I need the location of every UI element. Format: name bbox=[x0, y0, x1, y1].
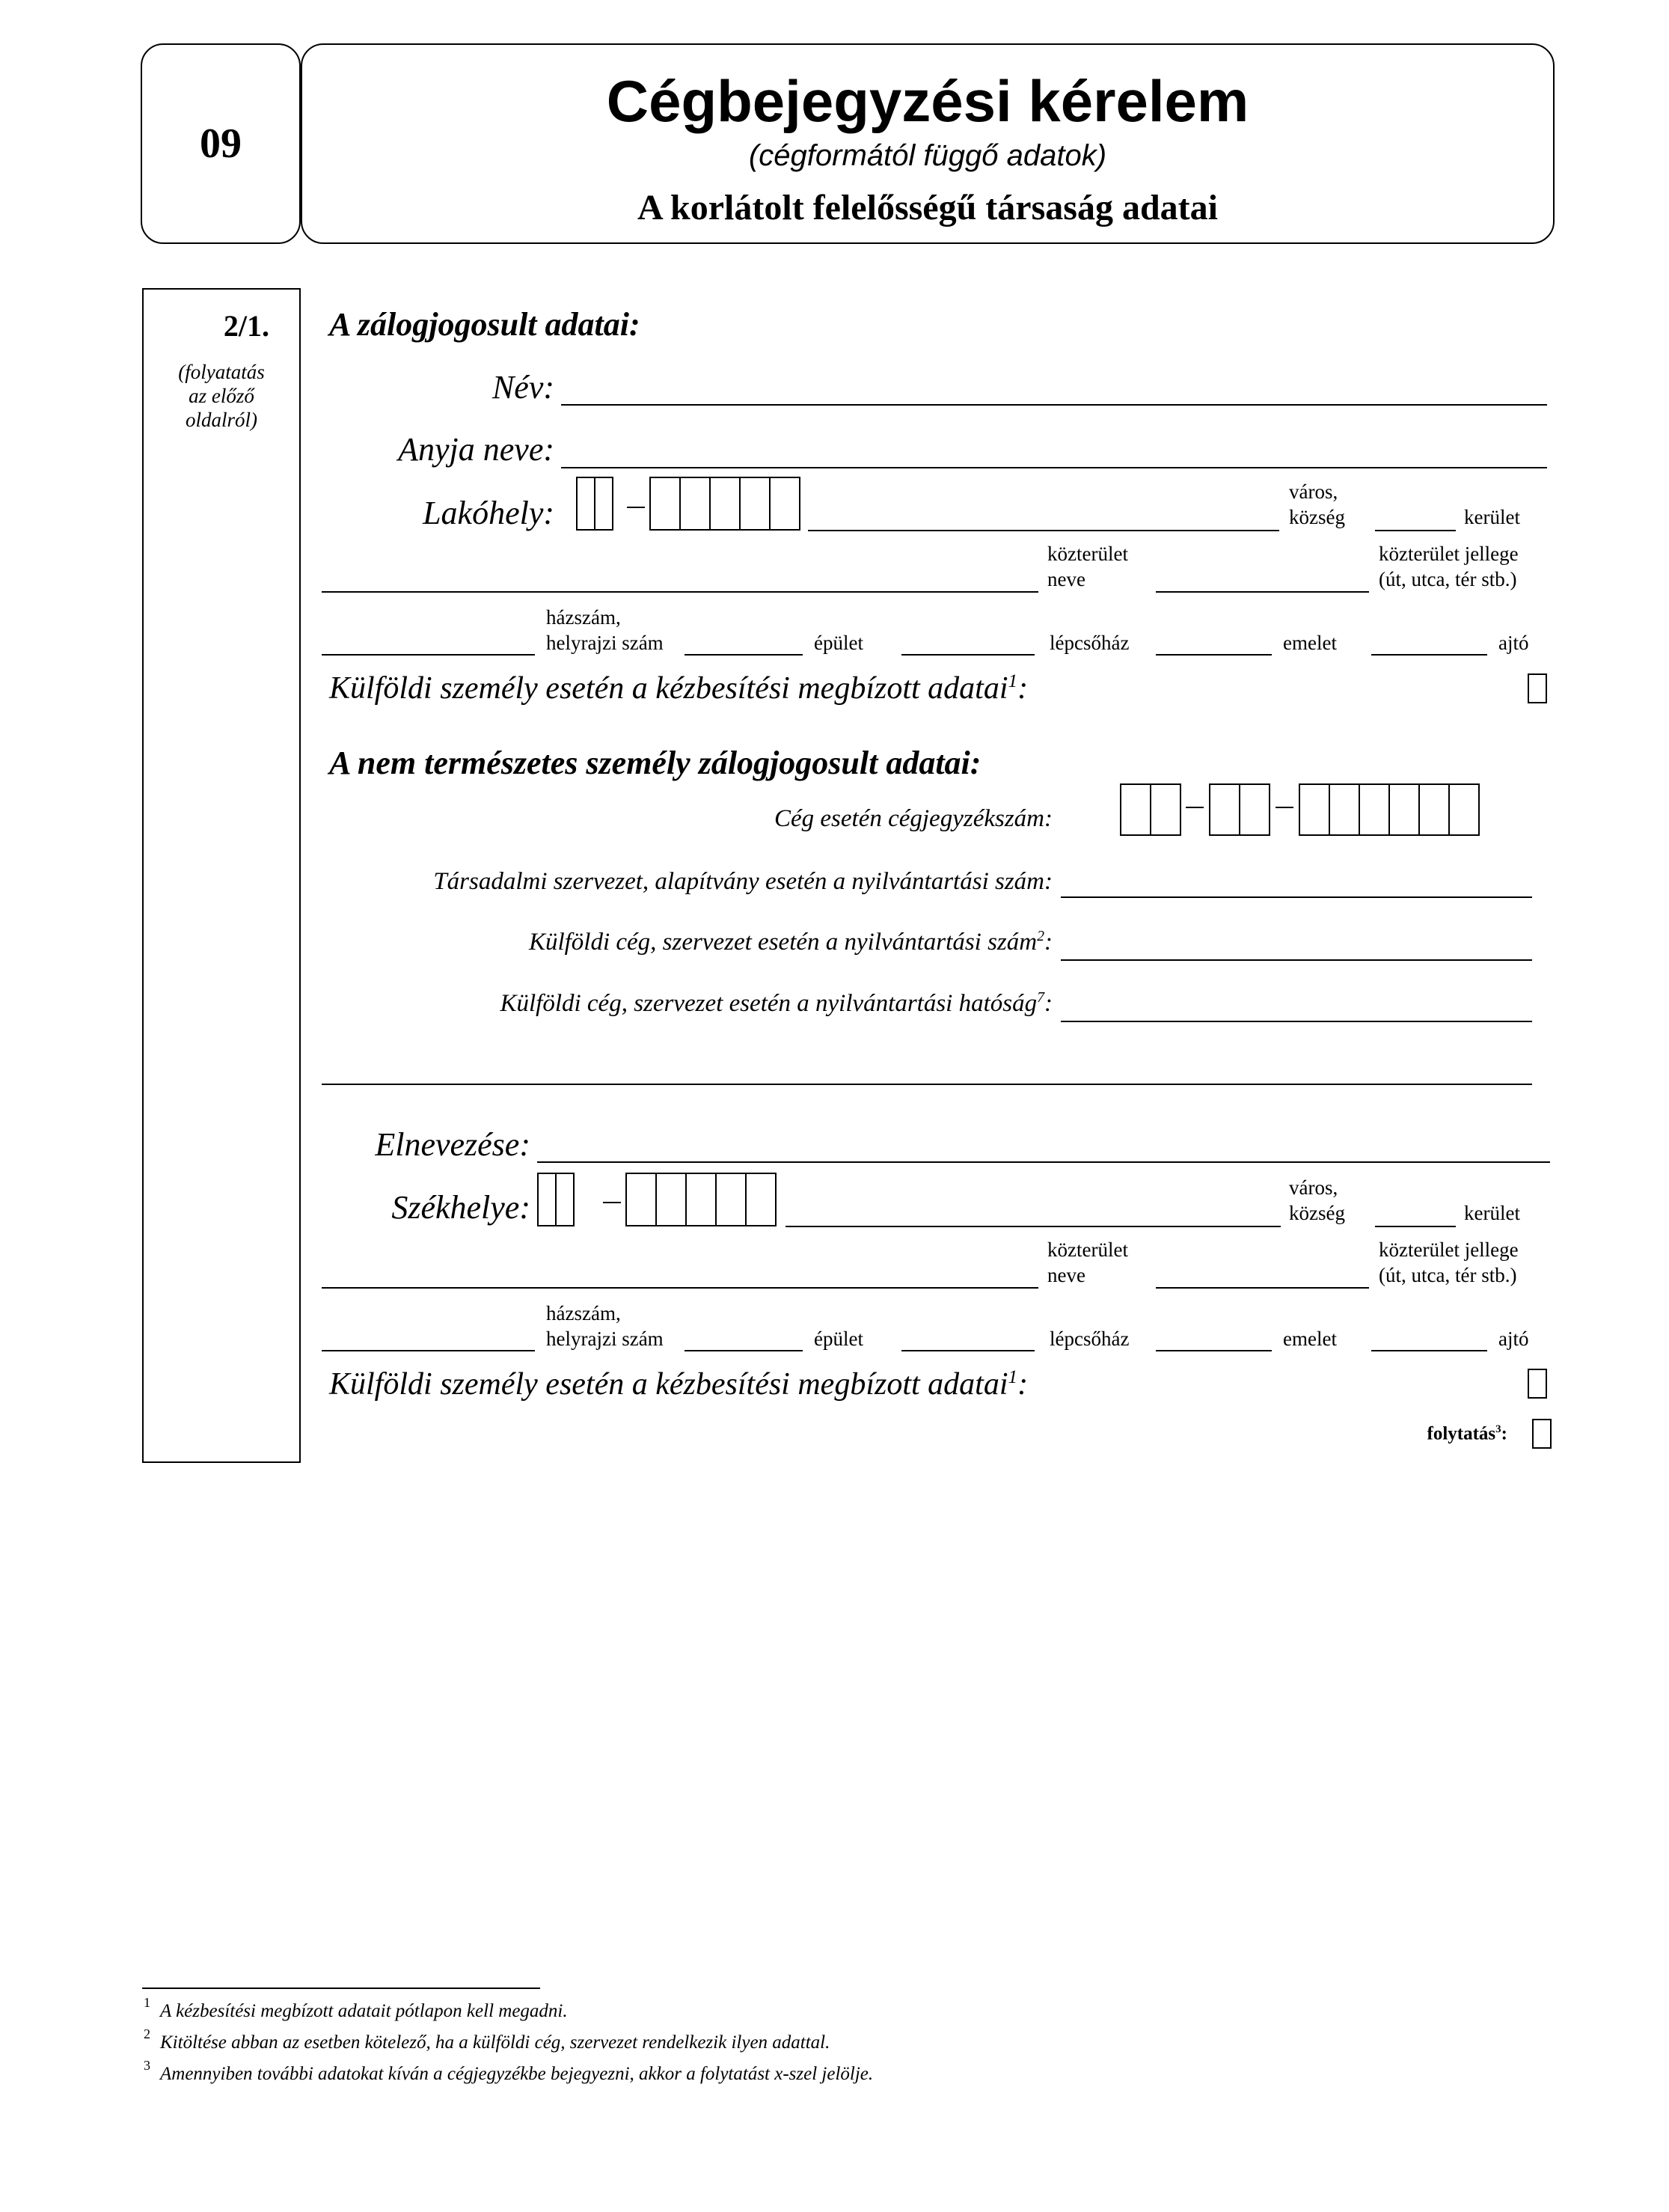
continuation-checkbox[interactable] bbox=[1532, 1419, 1552, 1449]
footnote-3: Amennyiben további adatokat kíván a cégjegyzékbe bejegyezni, akkor a folytatást x-szel jelölje. bbox=[160, 2064, 874, 2084]
reg-separator bbox=[1186, 807, 1204, 808]
seat-code-cell[interactable] bbox=[555, 1173, 575, 1226]
footnote-ref: 1 bbox=[1008, 671, 1018, 691]
foreign-agent-text: Külföldi személy esetén a kézbesítési megbízott adatai bbox=[329, 1367, 1008, 1402]
residence-code-cell[interactable] bbox=[769, 477, 800, 531]
company-reg-cell[interactable] bbox=[1239, 783, 1270, 836]
seat-street-type-label-1: közterület jellege bbox=[1379, 1238, 1519, 1261]
social-org-field[interactable] bbox=[1061, 896, 1532, 898]
seat-city-label-2: község bbox=[1289, 1202, 1345, 1224]
section-title: A korlátolt felelősségű társaság adatai bbox=[637, 188, 1218, 227]
company-reg-cell[interactable] bbox=[1329, 783, 1360, 836]
foreign-auth-text: Külföldi cég, szervezet esetén a nyilvántartási hatóság bbox=[500, 990, 1038, 1017]
company-reg-cell[interactable] bbox=[1448, 783, 1480, 836]
footnote-number-3: 3 bbox=[144, 2058, 150, 2073]
seat-code-cell[interactable] bbox=[685, 1173, 717, 1226]
seat-street-name-field[interactable] bbox=[322, 1287, 1038, 1289]
staircase-label: lépcsőház bbox=[1050, 632, 1130, 654]
footnote-2: Kitöltése abban az esetben kötelező, ha a külföldi cég, szervezet rendelkezik ilyen adattal. bbox=[160, 2032, 830, 2053]
colon: : bbox=[1017, 1367, 1029, 1402]
residence-code-cell[interactable] bbox=[594, 477, 613, 531]
seat-street-name-label-1: közterület bbox=[1047, 1238, 1128, 1261]
footnote-ref: 3 bbox=[1495, 1423, 1501, 1435]
seat-city-field[interactable] bbox=[785, 1226, 1281, 1227]
company-reg-cell[interactable] bbox=[1209, 783, 1240, 836]
building-label: épület bbox=[814, 632, 863, 654]
seat-house-number-label-1: házszám, bbox=[546, 1302, 621, 1325]
mother-name-field[interactable] bbox=[561, 467, 1547, 468]
company-reg-cell[interactable] bbox=[1388, 783, 1420, 836]
footnote-ref: 2 bbox=[1037, 928, 1044, 944]
seat-street-type-field[interactable] bbox=[1156, 1287, 1369, 1289]
seat-building-field[interactable] bbox=[685, 1350, 803, 1351]
sidebar-note-3: oldalról) bbox=[185, 409, 257, 431]
mother-name-label: Anyja neve: bbox=[398, 431, 554, 468]
seat-district-field[interactable] bbox=[1375, 1226, 1456, 1227]
name-label: Név: bbox=[491, 369, 554, 406]
seat-house-number-label-2: helyrajzi szám bbox=[546, 1327, 664, 1350]
seat-code-cell[interactable] bbox=[745, 1173, 777, 1226]
staircase-field[interactable] bbox=[901, 654, 1035, 656]
company-reg-cell[interactable] bbox=[1359, 783, 1390, 836]
seat-floor-label: emelet bbox=[1283, 1327, 1337, 1350]
colon: : bbox=[1501, 1423, 1507, 1444]
district-label: kerület bbox=[1464, 506, 1520, 528]
code-separator bbox=[627, 507, 645, 508]
colon: : bbox=[1017, 671, 1029, 706]
footnote-number-1: 1 bbox=[144, 1995, 150, 2010]
door-label: ajtó bbox=[1498, 632, 1529, 654]
residence-label: Lakóhely: bbox=[423, 495, 554, 531]
house-number-label-2: helyrajzi szám bbox=[546, 632, 664, 654]
seat-house-number-field[interactable] bbox=[322, 1350, 535, 1351]
name-field[interactable] bbox=[561, 404, 1547, 406]
section2-heading: A nem természetes személy zálogjogosult adatai: bbox=[329, 745, 982, 781]
footnote-ref: 7 bbox=[1037, 989, 1044, 1006]
house-number-field[interactable] bbox=[322, 654, 535, 656]
footnote-number-2: 2 bbox=[144, 2026, 150, 2041]
company-reg-cell[interactable] bbox=[1418, 783, 1450, 836]
floor-label: emelet bbox=[1283, 632, 1337, 654]
company-reg-cell[interactable] bbox=[1120, 783, 1151, 836]
street-type-label-2: (út, utca, tér stb.) bbox=[1379, 568, 1517, 590]
seat-street-name-label-2: neve bbox=[1047, 1264, 1085, 1286]
social-org-label: Társadalmi szervezet, alapítvány esetén a nyilvántartási szám: bbox=[433, 868, 1053, 895]
colon: : bbox=[1044, 929, 1053, 956]
seat-door-field[interactable] bbox=[1371, 1350, 1487, 1351]
entity-name-field[interactable] bbox=[537, 1161, 1550, 1163]
foreign-auth-field[interactable] bbox=[1061, 1021, 1532, 1022]
residence-code-cell[interactable] bbox=[679, 477, 711, 531]
code-separator bbox=[603, 1202, 621, 1203]
city-label-2: község bbox=[1289, 506, 1345, 528]
foreign-auth-label bbox=[500, 989, 1053, 1018]
seat-street-type-label-2: (út, utca, tér stb.) bbox=[1379, 1264, 1517, 1286]
district-field[interactable] bbox=[1375, 530, 1456, 531]
seat-door-label: ajtó bbox=[1498, 1327, 1529, 1350]
foreign-reg-text: Külföldi cég, szervezet esetén a nyilvántartási szám bbox=[528, 929, 1038, 956]
footnote-divider bbox=[142, 1988, 540, 1989]
footnote-ref: 1 bbox=[1008, 1367, 1018, 1387]
house-number-label-1: házszám, bbox=[546, 606, 621, 629]
foreign-reg-label bbox=[529, 928, 1053, 956]
sidebar-note-2: az előző bbox=[189, 385, 254, 407]
seat-code-cell[interactable] bbox=[537, 1173, 557, 1226]
foreign-agent-text: Külföldi személy esetén a kézbesítési megbízott adatai bbox=[329, 671, 1008, 706]
footnote-1: A kézbesítési megbízott adatait pótlapon kell megadni. bbox=[160, 2001, 568, 2021]
foreign-agent-checkbox[interactable] bbox=[1528, 673, 1547, 703]
floor-field[interactable] bbox=[1156, 654, 1272, 656]
company-reg-label: Cég esetén cégjegyzékszám: bbox=[774, 805, 1053, 832]
seat-label: Székhelye: bbox=[391, 1189, 530, 1226]
street-type-field[interactable] bbox=[1156, 591, 1369, 593]
entity-name-label: Elnevezése: bbox=[375, 1126, 530, 1163]
sidebar-box bbox=[142, 288, 301, 1463]
street-name-field[interactable] bbox=[322, 591, 1038, 593]
page-subtitle: (cégformától függő adatok) bbox=[748, 139, 1107, 172]
residence-code-cell[interactable] bbox=[576, 477, 595, 531]
page-title: Cégbejegyzési kérelem bbox=[606, 68, 1249, 134]
residence-code-cell[interactable] bbox=[739, 477, 771, 531]
foreign-agent-label-1 bbox=[329, 670, 1028, 706]
building-field[interactable] bbox=[685, 654, 803, 656]
seat-floor-field[interactable] bbox=[1156, 1350, 1272, 1351]
door-field[interactable] bbox=[1371, 654, 1487, 656]
residence-code-cell[interactable] bbox=[709, 477, 741, 531]
city-field[interactable] bbox=[808, 530, 1279, 531]
seat-code-cell[interactable] bbox=[625, 1173, 657, 1226]
seat-foreign-agent-checkbox[interactable] bbox=[1528, 1369, 1547, 1399]
seat-building-label: épület bbox=[814, 1327, 863, 1350]
seat-code-cell[interactable] bbox=[715, 1173, 747, 1226]
seat-city-label-1: város, bbox=[1289, 1176, 1338, 1199]
extra-line-field[interactable] bbox=[322, 1084, 1532, 1085]
seat-code-cell[interactable] bbox=[655, 1173, 687, 1226]
foreign-reg-field[interactable] bbox=[1061, 959, 1532, 961]
section1-heading: A zálogjogosult adatai: bbox=[329, 306, 640, 343]
seat-staircase-label: lépcsőház bbox=[1050, 1327, 1130, 1350]
sidebar-note-1: (folyatatás bbox=[178, 361, 265, 383]
colon: : bbox=[1044, 990, 1053, 1017]
company-reg-cell[interactable] bbox=[1150, 783, 1181, 836]
street-type-label-1: közterület jellege bbox=[1379, 543, 1519, 565]
company-reg-cell[interactable] bbox=[1299, 783, 1330, 836]
street-name-label-1: közterület bbox=[1047, 543, 1128, 565]
seat-staircase-field[interactable] bbox=[901, 1350, 1035, 1351]
city-label-1: város, bbox=[1289, 480, 1338, 503]
seat-district-label: kerület bbox=[1464, 1202, 1520, 1224]
street-name-label-2: neve bbox=[1047, 568, 1085, 590]
form-number: 09 bbox=[200, 120, 242, 167]
residence-code-cell[interactable] bbox=[649, 477, 681, 531]
continuation-label bbox=[1427, 1423, 1507, 1444]
seat-foreign-agent-label bbox=[329, 1366, 1028, 1402]
sidebar-item-number: 2/1. bbox=[223, 309, 269, 343]
continuation-text: folytatás bbox=[1427, 1423, 1496, 1444]
reg-separator bbox=[1276, 807, 1293, 808]
